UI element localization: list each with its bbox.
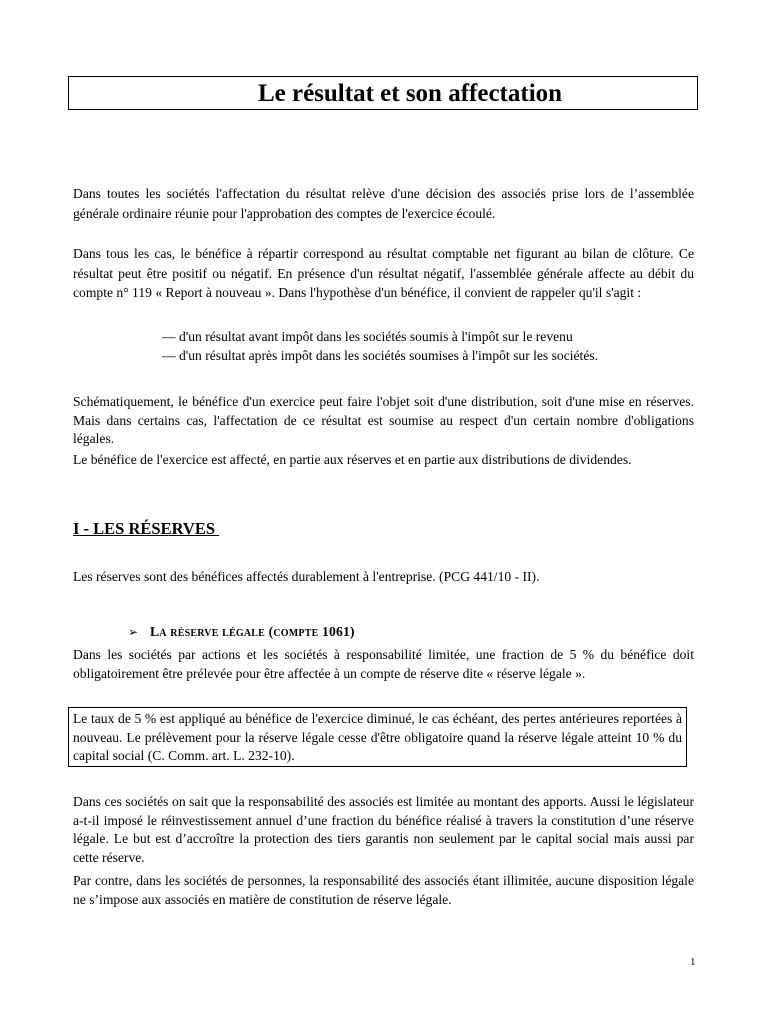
intro-paragraph-3: Schématiquement, le bénéfice d'un exercice peut faire l'objet soit d'une distribution, soit d'une mise en réserves. Mais dans certains cas, l'affectation de ce résultat est soumise au respect d'un certain nombre d'obligations légales. <box>73 394 694 447</box>
subsection-title: La réserve légale (compte 1061) <box>150 624 355 639</box>
page-number: 1 <box>690 956 696 968</box>
list-item: — d'un résultat après impôt dans les sociétés soumises à l'impôt sur les sociétés. <box>162 348 599 363</box>
section-definition: Les réserves sont des bénéfices affectés durablement à l'entreprise. (PCG 441/10 - II). <box>73 569 540 584</box>
boxed-note-text: Le taux de 5 % est appliqué au bénéfice de l'exercice diminué, le cas échéant, des pertes antérieures reportées à nouveau. Le prélèvement pour la réserve légale cesse d'être obligatoire quand la réserve légale atteint 10 % du capital social (C. Comm. art. L. 232-10). <box>73 711 682 764</box>
subsection-paragraph-2: Dans ces sociétés on sait que la responsabilité des associés est limitée au montant des apports. Aussi le législateur a-t-il imposé le réinvestissement annuel d’une fraction du bénéfice réalisé à travers la constitution d’une réserve légale. Le but est d’accroître la protection des tiers garantis non seulement par le capital social mais aussi par cette réserve. <box>73 794 694 865</box>
intro-paragraph-1: Dans toutes les sociétés l'affectation du résultat relève d'une décision des associés prise lors de l’assemblée générale ordinaire réunie pour l'approbation des comptes de l'exercice écoulé. <box>73 186 694 221</box>
intro-paragraph-4: Le bénéfice de l'exercice est affecté, en partie aux réserves et en partie aux distributions de dividendes. <box>73 452 632 467</box>
subsection-paragraph-1: Dans les sociétés par actions et les sociétés à responsabilité limitée, une fraction de 5 % du bénéfice doit obligatoirement être prélevée pour être affectée à un compte de réserve dite « réserve légale ». <box>73 647 694 681</box>
page-title: Le résultat et son affectation <box>257 80 563 107</box>
list-item: — d'un résultat avant impôt dans les sociétés soumis à l'impôt sur le revenu <box>162 329 573 344</box>
intro-list <box>162 327 702 365</box>
subsection-heading <box>128 622 355 642</box>
arrow-bullet-icon: ➢ <box>128 625 139 639</box>
section-heading: I - LES RÉSERVES <box>73 519 220 538</box>
intro-paragraph-2: Dans tous les cas, le bénéfice à répartir correspond au résultat comptable net figurant au bilan de clôture. Ce résultat peut être positif ou négatif. En présence d'un résultat négatif, l'assemblée générale affecte au débit du compte n° 119 « Report à nouveau ». Dans l'hypothèse d'un bénéfice, il convient de rappeler qu'il s'agit : <box>73 246 694 301</box>
subsection-paragraph-3: Par contre, dans les sociétés de personnes, la responsabilité des associés étant illimitée, aucune disposition légale ne s’impose aux associés en matière de constitution de réserve légale. <box>73 873 694 907</box>
boxed-note <box>68 707 687 767</box>
title-box <box>68 76 698 110</box>
